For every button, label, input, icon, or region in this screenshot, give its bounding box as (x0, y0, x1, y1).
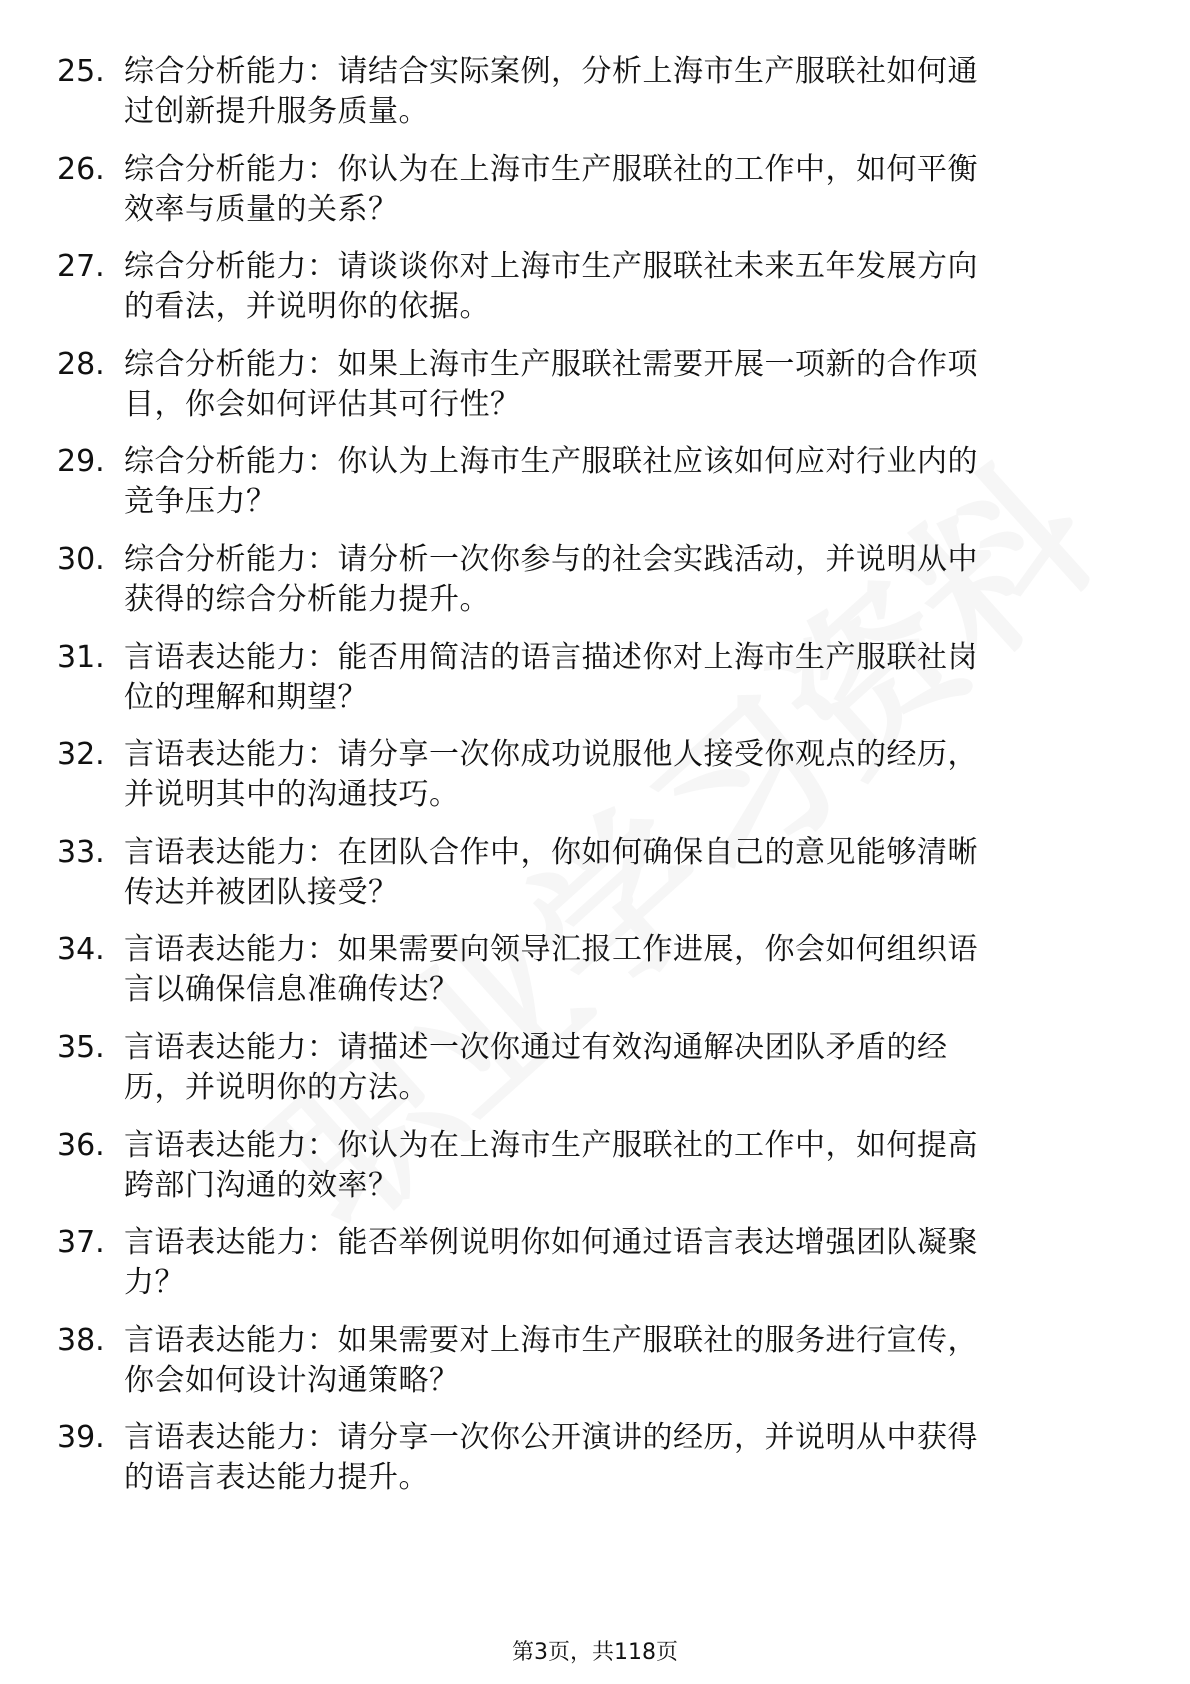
question-list (0, 52, 1190, 1516)
question-item (0, 150, 1190, 248)
question-item (0, 247, 1190, 345)
question-number: 37. (57, 1225, 105, 1261)
question-item (0, 1321, 1190, 1419)
question-number: 28. (57, 346, 105, 382)
question-number: 26. (57, 151, 105, 187)
question-number: 30. (57, 541, 105, 577)
question-number: 27. (57, 249, 105, 285)
question-number: 31. (57, 639, 105, 675)
question-number: 34. (57, 932, 105, 968)
question-text: 言语表达能力：请描述一次你通过有效沟通解决团队矛盾的经 历，并说明你的方法。 (124, 1029, 948, 1105)
question-text: 言语表达能力：请分享一次你成功说服他人接受你观点的经历， 并说明其中的沟通技巧。 (124, 737, 978, 813)
question-number: 38. (57, 1322, 105, 1358)
question-text: 综合分析能力：请结合实际案例，分析上海市生产服联社如何通 过创新提升服务质量。 (124, 54, 978, 129)
question-number: 25. (57, 54, 105, 89)
question-item (0, 345, 1190, 443)
question-item (0, 930, 1190, 1028)
question-text: 综合分析能力：请谈谈你对上海市生产服联社未来五年发展方向 的看法，并说明你的依据。 (124, 249, 978, 325)
question-number: 36. (57, 1127, 105, 1163)
question-text: 综合分析能力：如果上海市生产服联社需要开展一项新的合作项 目，你会如何评估其可行性？ (124, 346, 978, 422)
question-item (0, 638, 1190, 736)
question-number: 33. (57, 834, 105, 870)
question-text: 言语表达能力：能否用简洁的语言描述你对上海市生产服联社岗 位的理解和期望？ (124, 639, 978, 715)
question-item (0, 833, 1190, 931)
question-text: 综合分析能力：你认为在上海市生产服联社的工作中，如何平衡 效率与质量的关系？ (124, 151, 978, 227)
question-item (0, 1126, 1190, 1224)
question-text: 言语表达能力：在团队合作中，你如何确保自己的意见能够清晰 传达并被团队接受？ (124, 834, 978, 910)
question-item (0, 1223, 1190, 1321)
question-text: 言语表达能力：请分享一次你公开演讲的经历，并说明从中获得 的语言表达能力提升。 (124, 1420, 978, 1496)
question-text: 综合分析能力：你认为上海市生产服联社应该如何应对行业内的 竞争压力？ (124, 444, 978, 520)
question-text: 言语表达能力：如果需要对上海市生产服联社的服务进行宣传， 你会如何设计沟通策略？ (124, 1322, 978, 1398)
question-text: 言语表达能力：能否举例说明你如何通过语言表达增强团队凝聚 力？ (124, 1225, 978, 1301)
question-item (0, 540, 1190, 638)
question-item (0, 735, 1190, 833)
question-number: 29. (57, 444, 105, 480)
question-item (0, 52, 1190, 150)
question-text: 言语表达能力：你认为在上海市生产服联社的工作中，如何提高 跨部门沟通的效率？ (124, 1127, 978, 1203)
question-number: 35. (57, 1029, 105, 1065)
question-item (0, 1028, 1190, 1126)
question-text: 综合分析能力：请分析一次你参与的社会实践活动，并说明从中 获得的综合分析能力提升。 (124, 541, 978, 617)
page-footer: 第3页，共118页 (512, 1640, 678, 1665)
question-text: 言语表达能力：如果需要向领导汇报工作进展，你会如何组织语 言以确保信息准确传达？ (124, 932, 978, 1008)
question-item (0, 1418, 1190, 1516)
question-number: 32. (57, 737, 105, 773)
question-number: 39. (57, 1420, 105, 1456)
question-item (0, 442, 1190, 540)
